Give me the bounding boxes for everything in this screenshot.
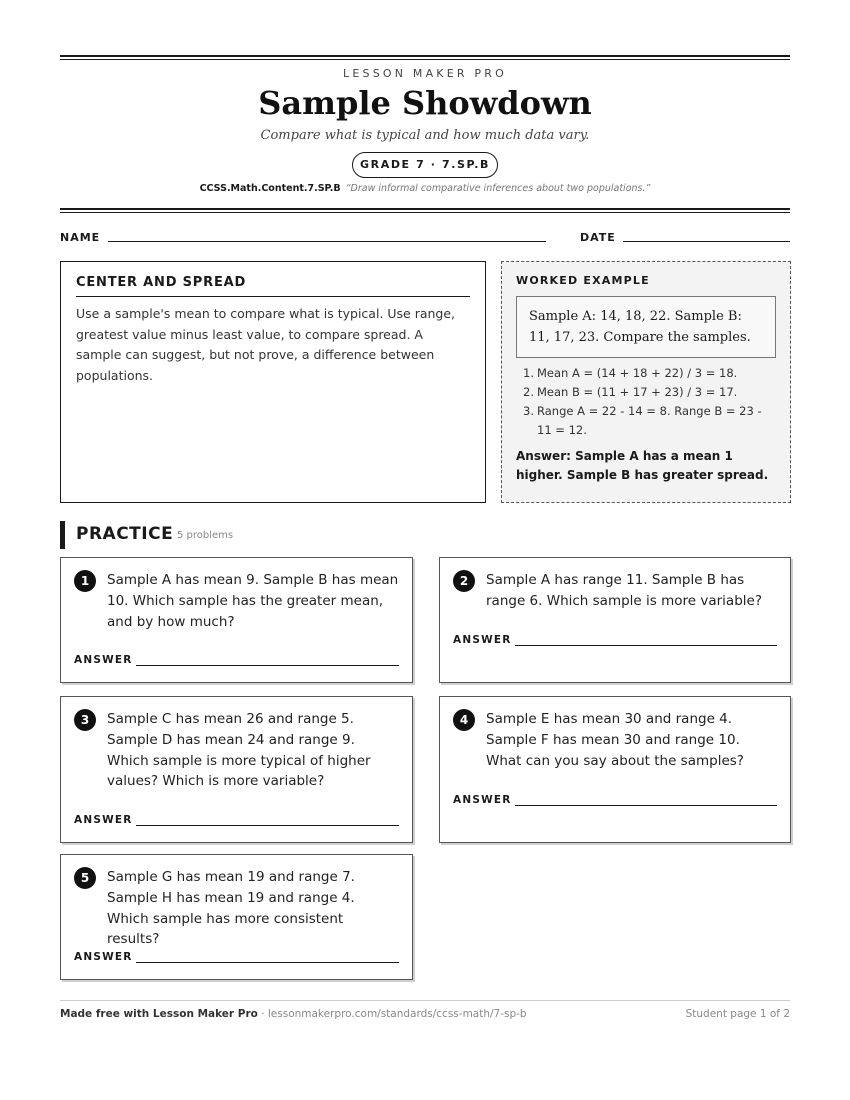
worked-example-problem: Sample A: 14, 18, 22. Sample B: 11, 17, 23. Compare the samples. (516, 296, 776, 358)
center-spread-body: Use a sample's mean to compare what is typical. Use range, greatest value minus least value, to compare spread. A sample can suggest, but not prove, a difference between populations. (76, 306, 456, 383)
name-field[interactable] (108, 241, 546, 242)
answer-row (74, 951, 399, 965)
practice-count: 5 problems (177, 530, 234, 541)
answer-field[interactable] (515, 805, 777, 806)
practice-accent-bar (60, 521, 65, 549)
answer-label: ANSWER (453, 794, 512, 806)
problem-card-2 (439, 557, 791, 683)
answer-label: ANSWER (74, 654, 133, 666)
answer-label: ANSWER (74, 814, 133, 826)
footer-made-with: Made free with Lesson Maker Pro (60, 1008, 258, 1020)
practice-heading: PRACTICE (76, 524, 174, 544)
brand-name: LESSON MAKER PRO (343, 67, 507, 80)
problem-text: Sample G has mean 19 and range 7. Sample H has mean 19 and range 4. Which sample has more consistent results? (107, 869, 355, 948)
worked-example-steps (516, 364, 776, 440)
footer-url[interactable]: · lessonmakerpro.com/standards/ccss-math/7-sp-b (257, 1008, 527, 1020)
answer-row (453, 794, 777, 808)
answer-row (74, 654, 399, 668)
worked-example-step: 2. Mean B = (11 + 17 + 23) / 3 = 17. (523, 385, 738, 399)
problem-text: Sample A has range 11. Sample B has range 6. Which sample is more variable? (486, 572, 762, 609)
page-title: Sample Showdown (258, 84, 592, 122)
top-double-rule (60, 55, 790, 60)
center-spread-heading: CENTER AND SPREAD (76, 275, 470, 297)
header-bottom-rule (60, 208, 790, 213)
answer-field[interactable] (136, 665, 399, 666)
answer-field[interactable] (515, 645, 777, 646)
problem-number-badge: 4 (453, 709, 475, 731)
worked-example-box (501, 261, 791, 503)
problem-card-5 (60, 854, 413, 980)
standard-line (0, 183, 850, 194)
answer-label: ANSWER (453, 634, 512, 646)
date-label: DATE (580, 231, 616, 244)
problem-number-badge: 3 (74, 709, 96, 731)
footer-credit (60, 1008, 527, 1020)
problem-number-badge: 1 (74, 570, 96, 592)
answer-label: ANSWER (74, 951, 133, 963)
page-subtitle: Compare what is typical and how much data vary. (260, 128, 590, 143)
date-field[interactable] (623, 241, 790, 242)
footer-page-number: Student page 1 of 2 (685, 1008, 790, 1020)
answer-field[interactable] (136, 962, 399, 963)
problem-card-4 (439, 696, 791, 843)
problem-number-badge: 2 (453, 570, 475, 592)
worked-example-answer: Answer: Sample A has a mean 1 higher. Sample B has greater spread. (516, 449, 769, 482)
standard-quote: “Draw informal comparative inferences about two populations.” (345, 183, 651, 194)
problem-text: Sample A has mean 9. Sample B has mean 10. Which sample has the greater mean, and by how much? (107, 572, 399, 630)
answer-field[interactable] (136, 825, 399, 826)
problem-card-1 (60, 557, 413, 683)
standard-code: CCSS.Math.Content.7.SP.B (199, 183, 341, 194)
problem-text: Sample C has mean 26 and range 5. Sample D has mean 24 and range 9. Which sample is more typical of higher values? Which is more variable? (107, 711, 371, 790)
name-label: NAME (60, 231, 101, 244)
problem-card-3 (60, 696, 413, 843)
problem-number-badge: 5 (74, 867, 96, 889)
footer-rule (60, 1000, 790, 1001)
grade-badge: GRADE 7 · 7.SP.B (352, 152, 498, 178)
center-spread-box (60, 261, 486, 503)
answer-row (74, 814, 399, 828)
answer-row (453, 634, 777, 648)
worked-example-step: 3. Range A = 22 - 14 = 8. Range B = 23 - 11 = 12. (523, 404, 762, 437)
worked-example-step: 1. Mean A = (14 + 18 + 22) / 3 = 18. (523, 366, 738, 380)
problem-text: Sample E has mean 30 and range 4. Sample F has mean 30 and range 10. What can you say about the samples? (486, 711, 744, 769)
worked-example-heading: WORKED EXAMPLE (516, 274, 650, 287)
